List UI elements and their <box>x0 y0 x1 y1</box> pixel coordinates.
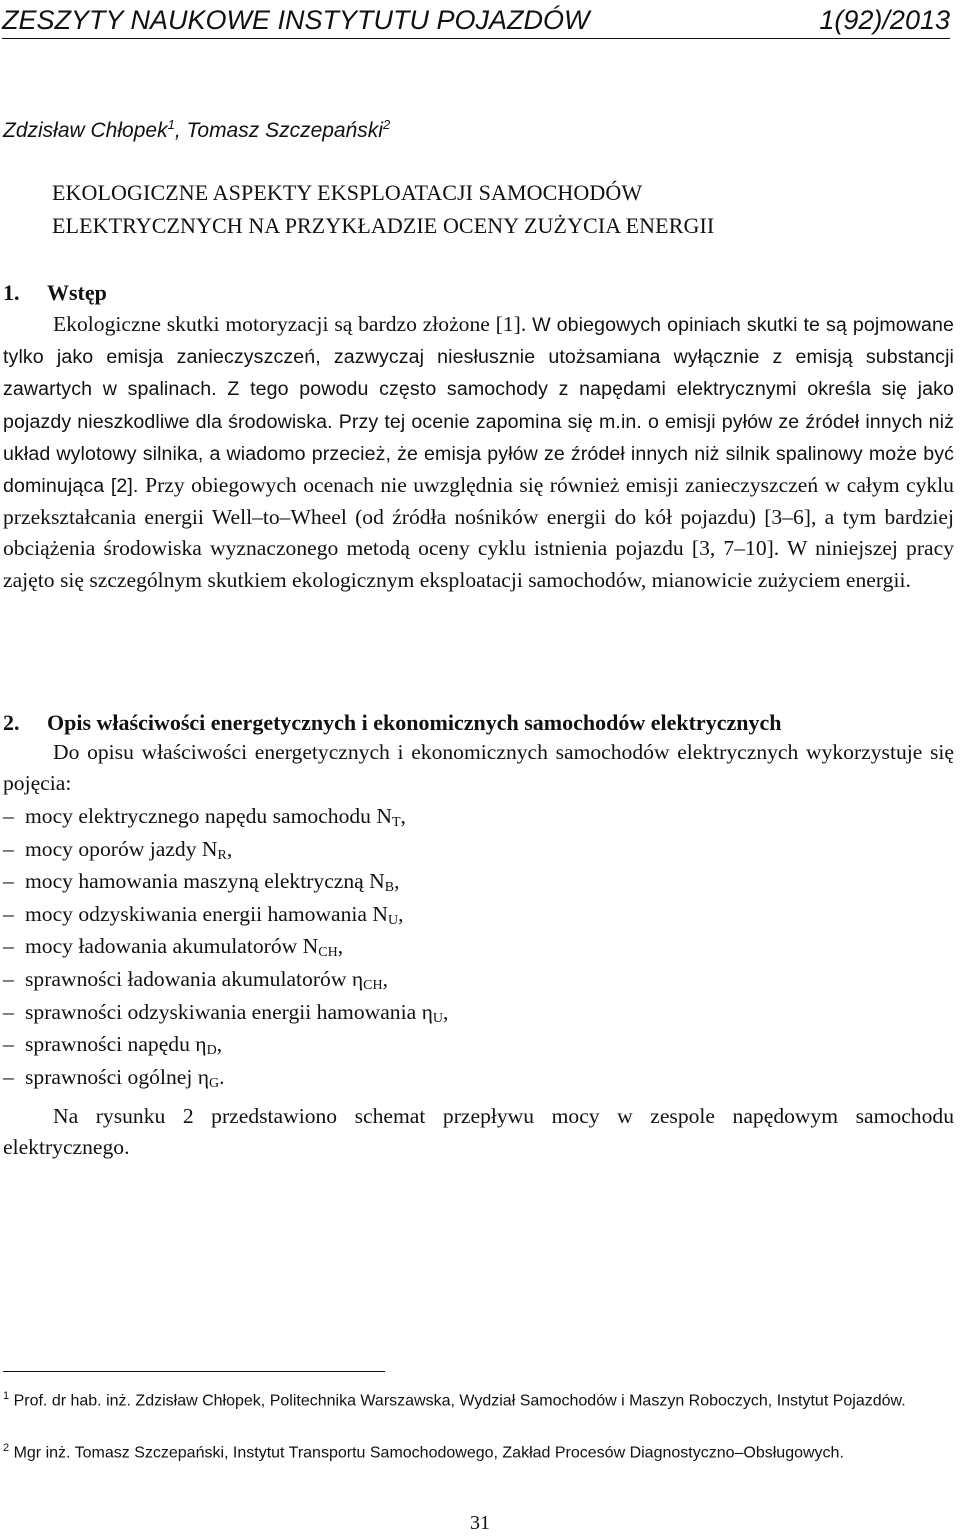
paper-title <box>52 176 932 242</box>
item-text: mocy oporów jazdy N <box>25 836 218 861</box>
list-dash: – <box>3 999 14 1024</box>
item-subscript: D <box>206 1043 217 1059</box>
section-heading <box>3 708 781 738</box>
item-end: , <box>216 1032 223 1057</box>
author-line: Zdzisław Chłopek$^1$, Tomasz Szczepański$^2$ <box>3 117 391 142</box>
paragraph-text: W obiegowych opiniach skutki te są pojmowane tylko jako emisja zanieczyszczeń, zazwyczaj niesłusznie utożsamiana wyłącznie z emisją substancji zawartych w spalinach. Z tego powodu często samochody z napędami elektrycznymi określa się jako pojazdy nieszkodliwe dla środowiska. Przy tej ocenie zapomina się m.in. o emisji pyłów ze źródeł innych niż układ wylotowy silnika, a wiadomo przecież, że emisja pyłów ze źródeł innych niż silnik spalinowy może być dominująca [2]. <box>3 314 954 498</box>
section-title: Wstęp <box>47 280 107 305</box>
item-end: . <box>219 1064 225 1089</box>
author-footnote-mark: 2 <box>382 117 391 132</box>
item-end: , <box>443 999 449 1024</box>
item-subscript: U <box>388 912 399 928</box>
author-name: Tomasz Szczepański <box>186 119 383 142</box>
intro-paragraph <box>3 309 954 596</box>
section-number: 2. <box>3 710 20 735</box>
list-dash: – <box>3 869 14 894</box>
title-line: EKOLOGICZNE ASPEKTY EKSPLOATACJI SAMOCHODÓW <box>52 180 643 205</box>
item-subscript: U <box>432 1010 443 1026</box>
item-end: , <box>382 966 388 991</box>
item-text: sprawności ładowania akumulatorów η <box>25 966 364 991</box>
footnote-mark: 1 <box>3 1390 10 1402</box>
list-item <box>3 898 448 931</box>
item-subscript: B <box>384 880 395 896</box>
section-number: 1. <box>3 280 20 305</box>
journal-name: ZESZYTY NAUKOWE INSTYTUTU POJAZDÓW <box>2 5 590 35</box>
list-item <box>3 865 448 898</box>
item-text: sprawności odzyskiwania energii hamowania η <box>25 999 433 1024</box>
list-dash: – <box>3 836 14 861</box>
list-item <box>3 1061 448 1094</box>
footnote-divider <box>3 1371 385 1372</box>
item-text: sprawności napędu η <box>25 1032 207 1057</box>
item-text: mocy odzyskiwania energii hamowania N <box>25 901 388 926</box>
item-end: , <box>226 836 233 861</box>
paragraph-text: Ekologiczne skutki motoryzacji są bardzo złożone [1]. <box>53 312 533 336</box>
running-header <box>2 4 950 39</box>
item-subscript: CH <box>363 977 383 993</box>
list-dash: – <box>3 1032 14 1057</box>
list-item <box>3 1028 448 1061</box>
item-text: mocy ładowania akumulatorów N <box>25 934 319 959</box>
list-item <box>3 996 448 1029</box>
page-number: 31 <box>470 1512 490 1534</box>
definitions-list <box>3 800 448 1093</box>
paragraph-text: Przy obiegowych ocenach nie uwzględnia się również emisji zanieczyszczeń w całym cyklu przekształcania energii Well–to–Wheel (od źródła nośników energii do kół pojazdu) [3–6], a tym bardziej obciążenia środowiska wyznaczonego metodą oceny cyklu istnienia pojazdu [3, 7–10]. W niniejszej pracy zajęto się szczególnym skutkiem ekologicznym eksploatacji samochodów, mianowicie zużyciem energii. <box>3 473 954 592</box>
item-end: , <box>394 869 400 894</box>
list-dash: – <box>3 934 14 959</box>
list-dash: – <box>3 804 14 828</box>
list-dash: – <box>3 966 14 991</box>
footnote-text: Prof. dr hab. inż. Zdzisław Chłopek, Politechnika Warszawska, Wydział Samochodów i Maszyn Roboczych, Instytut Pojazdów. <box>13 1392 906 1410</box>
list-item <box>3 800 448 833</box>
author-footnote-mark: 1 <box>167 117 175 132</box>
closing-paragraph: Na rysunku 2 przedstawiono schemat przepływu mocy w zespole napędowym samochodu elektrycznego. <box>3 1104 954 1160</box>
item-subscript: R <box>217 847 227 863</box>
list-dash: – <box>3 1064 14 1089</box>
footnote <box>3 1384 956 1413</box>
item-end: , <box>337 934 344 959</box>
item-text: mocy hamowania maszyną elektryczną N <box>25 869 385 894</box>
footnote-text: Mgr inż. Tomasz Szczepański, Instytut Transportu Samochodowego, Zakład Procesów Diagnostyczno–Obsługowych. <box>13 1444 844 1462</box>
section-title: Opis właściwości energetycznych i ekonomicznych samochodów elektrycznych <box>47 710 782 735</box>
item-subscript: T <box>391 815 401 830</box>
list-item <box>3 833 448 866</box>
list-item <box>3 963 448 996</box>
list-dash: – <box>3 901 14 926</box>
author-name: Zdzisław Chłopek <box>3 119 168 142</box>
footnote-mark: 2 <box>3 1442 10 1454</box>
item-text: sprawności ogólnej η <box>25 1064 210 1089</box>
item-subscript: G <box>209 1075 220 1091</box>
item-end: , <box>400 804 406 828</box>
item-subscript: CH <box>318 945 338 961</box>
list-item <box>3 930 448 963</box>
issue-number: 1(92)/2013 <box>819 5 950 35</box>
title-line: ELEKTRYCZNYCH NA PRZYKŁADZIE OCENY ZUŻYCIA ENERGII <box>52 213 715 238</box>
footnote <box>3 1436 956 1465</box>
item-end: , <box>398 901 404 926</box>
item-text: mocy elektrycznego napędu samochodu N <box>25 804 392 828</box>
definitions-intro: Do opisu właściwości energetycznych i ekonomicznych samochodów elektrycznych wykorzystuje się pojęcia: <box>3 740 954 796</box>
section-heading <box>3 278 107 308</box>
